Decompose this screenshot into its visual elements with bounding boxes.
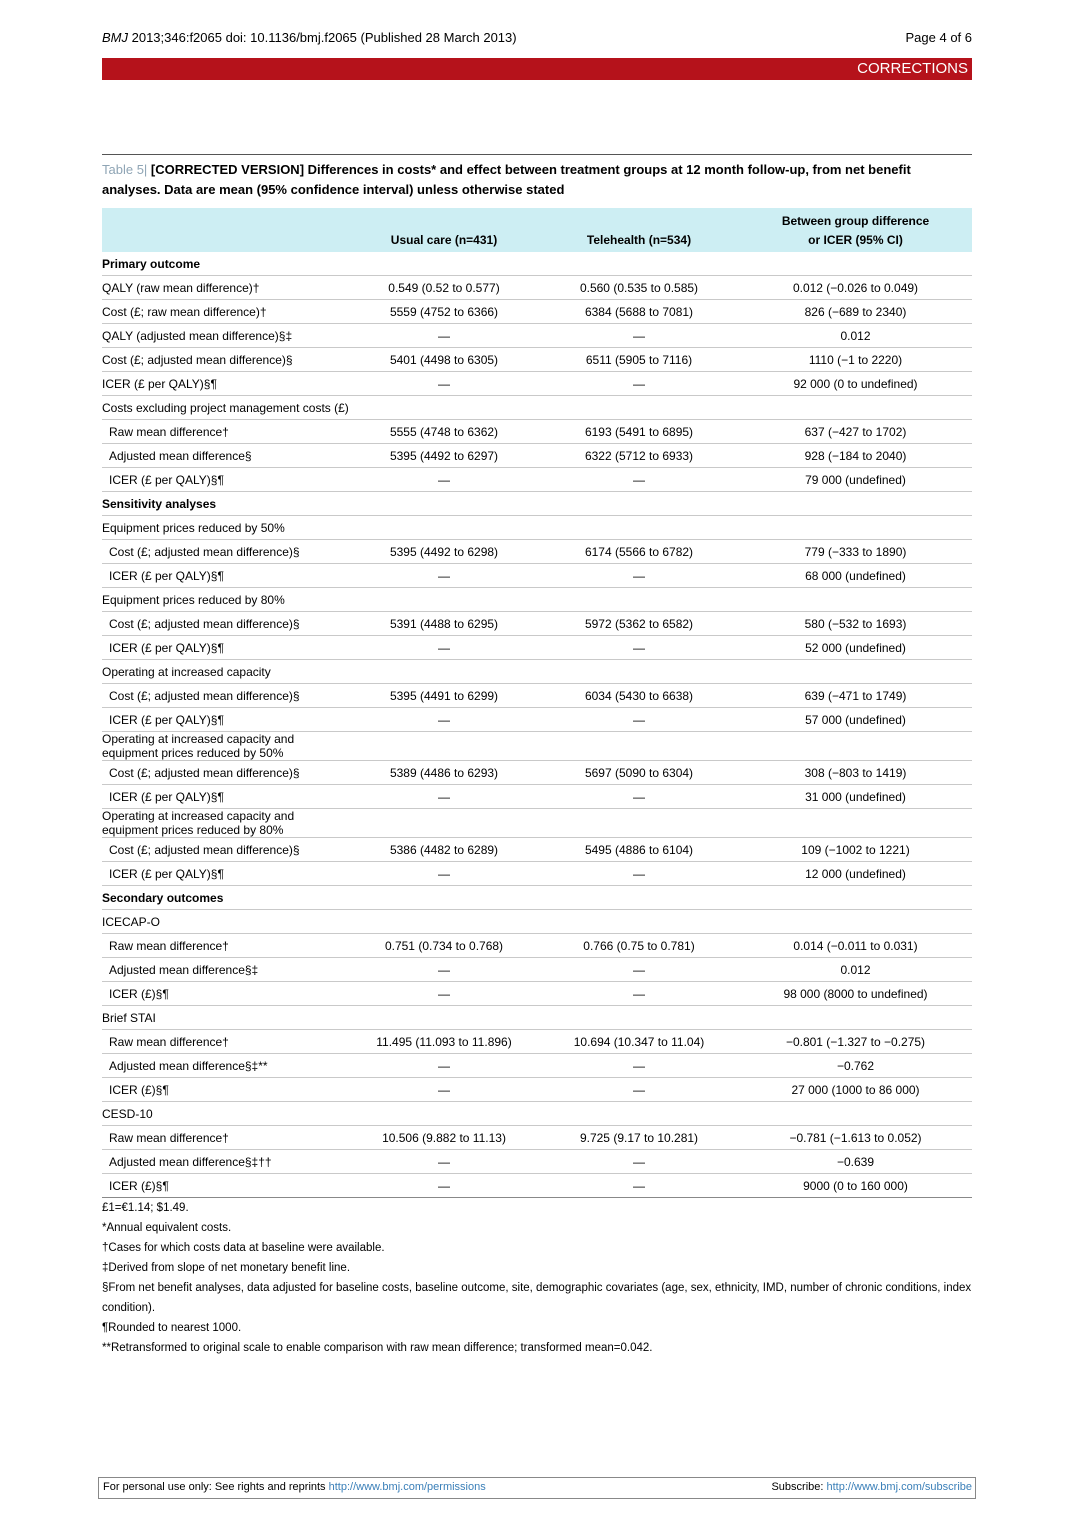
row-label-cell: ICER (£)§¶ xyxy=(102,1174,349,1198)
value-cell xyxy=(349,660,539,684)
value-cell: −0.639 xyxy=(739,1150,972,1174)
value-cell: 637 (−427 to 1702) xyxy=(739,420,972,444)
value-cell xyxy=(539,732,739,761)
table-row xyxy=(102,1174,972,1198)
value-cell: — xyxy=(349,636,539,660)
table-row xyxy=(102,1126,972,1150)
value-cell: 6322 (5712 to 6933) xyxy=(539,444,739,468)
value-cell xyxy=(539,886,739,910)
row-label-cell: ICER (£)§¶ xyxy=(102,1078,349,1102)
table-row xyxy=(102,468,972,492)
table-body xyxy=(102,252,972,1198)
table-row xyxy=(102,761,972,785)
value-cell xyxy=(539,252,739,276)
value-cell xyxy=(349,516,539,540)
group-row xyxy=(102,809,972,838)
table-row xyxy=(102,785,972,809)
table-row xyxy=(102,636,972,660)
group-row xyxy=(102,396,972,420)
value-cell xyxy=(539,1006,739,1030)
row-label-cell: Operating at increased capacity and equipment prices reduced by 50% xyxy=(102,732,349,761)
value-cell: 580 (−532 to 1693) xyxy=(739,612,972,636)
value-cell: 0.012 (−0.026 to 0.049) xyxy=(739,276,972,300)
row-label-cell: CESD-10 xyxy=(102,1102,349,1126)
header-cell-difference xyxy=(739,208,972,252)
value-cell xyxy=(349,1102,539,1126)
value-cell: — xyxy=(539,1174,739,1198)
row-label-cell: Cost (£; adjusted mean difference)§ xyxy=(102,761,349,785)
value-cell: 6384 (5688 to 7081) xyxy=(539,300,739,324)
value-cell: — xyxy=(349,1174,539,1198)
row-label-cell: Secondary outcomes xyxy=(102,886,349,910)
value-cell: 57 000 (undefined) xyxy=(739,708,972,732)
value-cell: 6511 (5905 to 7116) xyxy=(539,348,739,372)
value-cell xyxy=(349,1006,539,1030)
row-label-cell: Raw mean difference† xyxy=(102,1126,349,1150)
value-cell: — xyxy=(349,862,539,886)
value-cell xyxy=(739,910,972,934)
row-label-cell: Equipment prices reduced by 50% xyxy=(102,516,349,540)
section-banner-label: CORRECTIONS xyxy=(857,60,968,77)
footnotes xyxy=(102,1198,977,1358)
table-row xyxy=(102,276,972,300)
group-row xyxy=(102,660,972,684)
value-cell xyxy=(739,516,972,540)
group-row xyxy=(102,1006,972,1030)
results-table xyxy=(102,208,972,1198)
value-cell: — xyxy=(349,1150,539,1174)
value-cell: 779 (−333 to 1890) xyxy=(739,540,972,564)
footnote: §From net benefit analyses, data adjusted for baseline costs, baseline outcome, site, demographic covariates (age, sex, ethnicity, IMD, number of chronic conditions, index condition). xyxy=(102,1282,972,1314)
value-cell: 6174 (5566 to 6782) xyxy=(539,540,739,564)
table-header-row xyxy=(102,208,972,252)
running-header xyxy=(102,30,517,45)
value-cell: 0.012 xyxy=(739,324,972,348)
row-label-cell: Cost (£; adjusted mean difference)§ xyxy=(102,838,349,862)
value-cell xyxy=(349,910,539,934)
table-row xyxy=(102,958,972,982)
value-cell xyxy=(349,396,539,420)
value-cell: — xyxy=(539,958,739,982)
row-label-cell: Equipment prices reduced by 80% xyxy=(102,588,349,612)
value-cell: 9000 (0 to 160 000) xyxy=(739,1174,972,1198)
value-cell: 5395 (4492 to 6298) xyxy=(349,540,539,564)
value-cell: — xyxy=(349,708,539,732)
value-cell: 9.725 (9.17 to 10.281) xyxy=(539,1126,739,1150)
value-cell xyxy=(349,492,539,516)
value-cell xyxy=(539,910,739,934)
section-row xyxy=(102,252,972,276)
value-cell: 12 000 (undefined) xyxy=(739,862,972,886)
row-label-cell: Cost (£; adjusted mean difference)§ xyxy=(102,540,349,564)
value-cell xyxy=(349,732,539,761)
value-cell: −0.781 (−1.613 to 0.052) xyxy=(739,1126,972,1150)
table-row xyxy=(102,372,972,396)
value-cell: 31 000 (undefined) xyxy=(739,785,972,809)
footer-right-text: Subscribe: xyxy=(771,1481,827,1493)
table-top-rule xyxy=(102,154,972,155)
section-banner xyxy=(102,58,972,80)
value-cell: — xyxy=(539,862,739,886)
subscribe-link[interactable]: http://www.bmj.com/subscribe xyxy=(826,1481,972,1493)
header-difference-line2: or ICER (95% CI) xyxy=(808,233,903,247)
value-cell: — xyxy=(349,958,539,982)
value-cell: 79 000 (undefined) xyxy=(739,468,972,492)
header-cell-label xyxy=(102,208,349,252)
header-cell-usual-care: Usual care (n=431) xyxy=(390,233,498,247)
value-cell xyxy=(739,492,972,516)
table-row xyxy=(102,324,972,348)
row-label-cell: QALY (raw mean difference)† xyxy=(102,276,349,300)
value-cell: 5559 (4752 to 6366) xyxy=(349,300,539,324)
value-cell xyxy=(739,660,972,684)
group-row xyxy=(102,516,972,540)
value-cell xyxy=(349,588,539,612)
value-cell: — xyxy=(539,1150,739,1174)
row-label-cell: ICER (£)§¶ xyxy=(102,982,349,1006)
value-cell xyxy=(349,886,539,910)
footnote: **Retransformed to original scale to enable comparison with raw mean difference; transformed mean=0.042. xyxy=(102,1342,653,1354)
value-cell: 639 (−471 to 1749) xyxy=(739,684,972,708)
value-cell xyxy=(739,1006,972,1030)
row-label-cell: ICER (£ per QALY)§¶ xyxy=(102,708,349,732)
value-cell: 5395 (4492 to 6297) xyxy=(349,444,539,468)
row-label-cell: Raw mean difference† xyxy=(102,934,349,958)
value-cell: — xyxy=(539,708,739,732)
table-row xyxy=(102,300,972,324)
table-row xyxy=(102,1150,972,1174)
row-label-cell: Costs excluding project management costs (£) xyxy=(102,396,349,420)
table-row xyxy=(102,862,972,886)
value-cell xyxy=(739,1102,972,1126)
value-cell: 5386 (4482 to 6289) xyxy=(349,838,539,862)
row-label-cell: ICECAP-O xyxy=(102,910,349,934)
value-cell: 0.560 (0.535 to 0.585) xyxy=(539,276,739,300)
row-label-cell: Cost (£; adjusted mean difference)§ xyxy=(102,348,349,372)
row-label-cell: ICER (£ per QALY)§¶ xyxy=(102,468,349,492)
row-label-cell: Primary outcome xyxy=(102,252,349,276)
table-row xyxy=(102,444,972,468)
footer-left-text: For personal use only: See rights and reprints xyxy=(103,1481,329,1493)
value-cell xyxy=(739,588,972,612)
table-label: Table 5| xyxy=(102,162,148,177)
table-row xyxy=(102,934,972,958)
value-cell: — xyxy=(349,468,539,492)
value-cell: 52 000 (undefined) xyxy=(739,636,972,660)
footnote: ‡Derived from slope of net monetary benefit line. xyxy=(102,1262,351,1274)
citation: 2013;346:f2065 doi: 10.1136/bmj.f2065 (Published 28 March 2013) xyxy=(128,30,517,45)
row-label-cell: Adjusted mean difference§‡†† xyxy=(102,1150,349,1174)
value-cell: 5495 (4886 to 6104) xyxy=(539,838,739,862)
header-cell-telehealth: Telehealth (n=534) xyxy=(586,233,692,247)
table-row xyxy=(102,982,972,1006)
table-row xyxy=(102,348,972,372)
row-label-cell: ICER (£ per QALY)§¶ xyxy=(102,564,349,588)
table-caption xyxy=(102,160,972,200)
header-difference-line1: Between group difference xyxy=(781,214,930,228)
value-cell: 10.694 (10.347 to 11.04) xyxy=(539,1030,739,1054)
value-cell: — xyxy=(349,1078,539,1102)
group-row xyxy=(102,1102,972,1126)
section-row xyxy=(102,886,972,910)
value-cell: 0.766 (0.75 to 0.781) xyxy=(539,934,739,958)
footer-permissions xyxy=(103,1481,486,1493)
row-label-cell: ICER (£ per QALY)§¶ xyxy=(102,862,349,886)
group-row xyxy=(102,732,972,761)
row-label-cell: Cost (£; raw mean difference)† xyxy=(102,300,349,324)
value-cell: 5395 (4491 to 6299) xyxy=(349,684,539,708)
value-cell: 11.495 (11.093 to 11.896) xyxy=(349,1030,539,1054)
value-cell: 109 (−1002 to 1221) xyxy=(739,838,972,862)
value-cell: — xyxy=(539,982,739,1006)
value-cell: — xyxy=(349,785,539,809)
value-cell xyxy=(539,516,739,540)
footnote: ¶Rounded to nearest 1000. xyxy=(102,1322,242,1334)
value-cell: — xyxy=(539,564,739,588)
value-cell: 27 000 (1000 to 86 000) xyxy=(739,1078,972,1102)
table-row xyxy=(102,1054,972,1078)
page-footer xyxy=(98,1477,976,1499)
value-cell: 826 (−689 to 2340) xyxy=(739,300,972,324)
value-cell: — xyxy=(349,1054,539,1078)
value-cell: — xyxy=(539,636,739,660)
value-cell xyxy=(739,809,972,838)
value-cell: 10.506 (9.882 to 11.13) xyxy=(349,1126,539,1150)
value-cell: −0.801 (−1.327 to −0.275) xyxy=(739,1030,972,1054)
value-cell xyxy=(739,396,972,420)
value-cell xyxy=(539,396,739,420)
footnote: *Annual equivalent costs. xyxy=(102,1222,232,1234)
value-cell xyxy=(539,809,739,838)
value-cell: 0.549 (0.52 to 0.577) xyxy=(349,276,539,300)
value-cell: 5391 (4488 to 6295) xyxy=(349,612,539,636)
value-cell: 6034 (5430 to 6638) xyxy=(539,684,739,708)
value-cell: 5972 (5362 to 6582) xyxy=(539,612,739,636)
value-cell: — xyxy=(349,324,539,348)
footnote: £1=€1.14; $1.49. xyxy=(102,1202,189,1214)
value-cell: — xyxy=(539,785,739,809)
table-row xyxy=(102,838,972,862)
value-cell: 98 000 (8000 to undefined) xyxy=(739,982,972,1006)
value-cell: 5401 (4498 to 6305) xyxy=(349,348,539,372)
value-cell: 0.014 (−0.011 to 0.031) xyxy=(739,934,972,958)
table-row xyxy=(102,564,972,588)
value-cell: 68 000 (undefined) xyxy=(739,564,972,588)
row-label-cell: Raw mean difference† xyxy=(102,1030,349,1054)
table-row xyxy=(102,540,972,564)
value-cell: — xyxy=(539,1054,739,1078)
journal-name: BMJ xyxy=(102,30,128,45)
value-cell: 92 000 (0 to undefined) xyxy=(739,372,972,396)
group-row xyxy=(102,910,972,934)
table-row xyxy=(102,684,972,708)
value-cell: 0.751 (0.734 to 0.768) xyxy=(349,934,539,958)
value-cell xyxy=(539,660,739,684)
row-label-cell: ICER (£ per QALY)§¶ xyxy=(102,785,349,809)
row-label-cell: QALY (adjusted mean difference)§‡ xyxy=(102,324,349,348)
value-cell: — xyxy=(539,1078,739,1102)
row-label-cell: Adjusted mean difference§‡** xyxy=(102,1054,349,1078)
value-cell xyxy=(539,492,739,516)
value-cell: — xyxy=(539,324,739,348)
value-cell: 928 (−184 to 2040) xyxy=(739,444,972,468)
table-row xyxy=(102,420,972,444)
value-cell: 0.012 xyxy=(739,958,972,982)
value-cell: — xyxy=(349,982,539,1006)
value-cell xyxy=(739,886,972,910)
table-row xyxy=(102,708,972,732)
row-label-cell: Operating at increased capacity xyxy=(102,660,349,684)
row-label-cell: Brief STAI xyxy=(102,1006,349,1030)
row-label-cell: Cost (£; adjusted mean difference)§ xyxy=(102,612,349,636)
value-cell xyxy=(539,588,739,612)
row-label-cell: Sensitivity analyses xyxy=(102,492,349,516)
value-cell xyxy=(349,809,539,838)
page-number: Page 4 of 6 xyxy=(905,30,972,45)
table-row xyxy=(102,1078,972,1102)
footer-subscribe xyxy=(771,1481,972,1493)
value-cell: 6193 (5491 to 6895) xyxy=(539,420,739,444)
row-label-cell: Adjusted mean difference§ xyxy=(102,444,349,468)
value-cell xyxy=(349,252,539,276)
value-cell: — xyxy=(539,468,739,492)
value-cell xyxy=(739,732,972,761)
value-cell: 5389 (4486 to 6293) xyxy=(349,761,539,785)
value-cell: 5697 (5090 to 6304) xyxy=(539,761,739,785)
row-label-cell: Cost (£; adjusted mean difference)§ xyxy=(102,684,349,708)
value-cell: — xyxy=(349,372,539,396)
row-label-cell: ICER (£ per QALY)§¶ xyxy=(102,372,349,396)
value-cell: 5555 (4748 to 6362) xyxy=(349,420,539,444)
table-row xyxy=(102,1030,972,1054)
group-row xyxy=(102,588,972,612)
value-cell xyxy=(739,252,972,276)
row-label-cell: Raw mean difference† xyxy=(102,420,349,444)
value-cell xyxy=(539,1102,739,1126)
permissions-link[interactable]: http://www.bmj.com/permissions xyxy=(328,1481,486,1493)
value-cell: — xyxy=(539,372,739,396)
row-label-cell: Operating at increased capacity and equipment prices reduced by 80% xyxy=(102,809,349,838)
row-label-cell: Adjusted mean difference§‡ xyxy=(102,958,349,982)
value-cell: −0.762 xyxy=(739,1054,972,1078)
section-row xyxy=(102,492,972,516)
footnote: †Cases for which costs data at baseline were available. xyxy=(102,1242,385,1254)
value-cell: — xyxy=(349,564,539,588)
value-cell: 308 (−803 to 1419) xyxy=(739,761,972,785)
value-cell: 1110 (−1 to 2220) xyxy=(739,348,972,372)
table-row xyxy=(102,612,972,636)
table-caption-text: [CORRECTED VERSION] Differences in costs* and effect between treatment groups at 12 month follow-up, from net benefit analyses. Data are mean (95% confidence interval) unless otherwise stated xyxy=(102,162,911,197)
row-label-cell: ICER (£ per QALY)§¶ xyxy=(102,636,349,660)
